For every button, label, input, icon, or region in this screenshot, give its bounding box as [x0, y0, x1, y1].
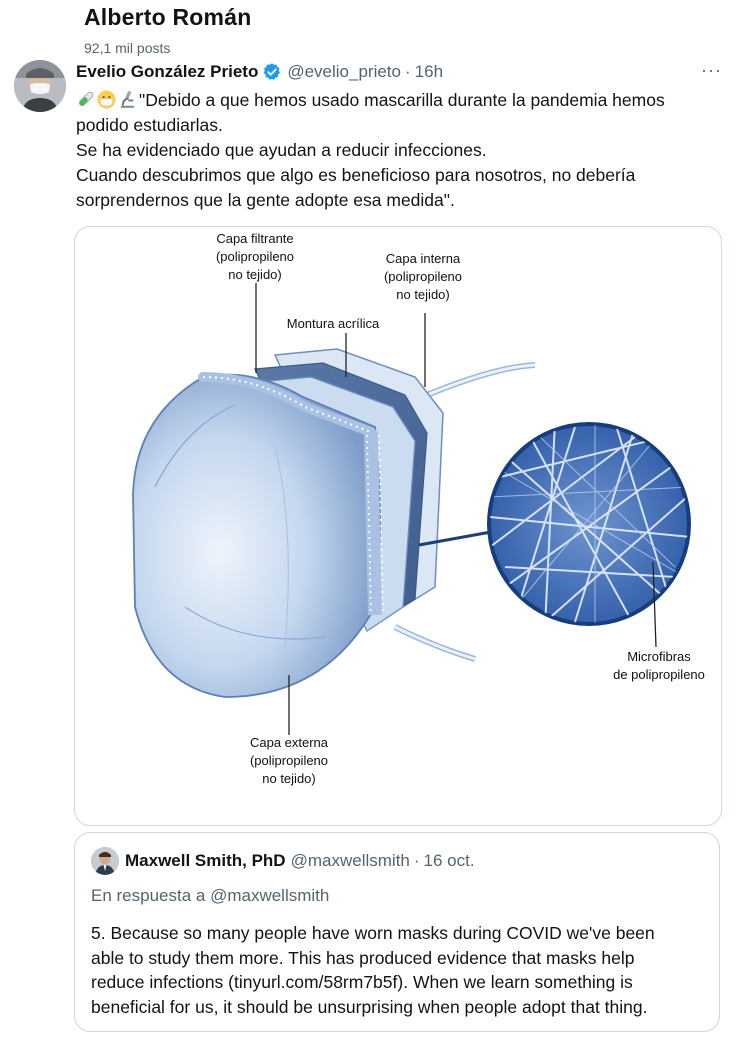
quote-line-2: able to study them more. This has produced evidence that masks help: [91, 947, 635, 968]
tweet-line-2: podido estudiarlas.: [76, 115, 223, 135]
author-name[interactable]: Evelio González Prieto: [76, 62, 259, 81]
more-options-button[interactable]: ···: [701, 60, 722, 80]
tweet-header: [76, 60, 443, 84]
quote-author-handle[interactable]: @maxwellsmith: [290, 851, 410, 870]
avatar-photo: [14, 60, 66, 112]
verified-badge-icon: [262, 62, 282, 82]
label-microfibers-1: Microfibras: [627, 649, 691, 664]
label-outer-layer-3: no tejido): [262, 771, 316, 786]
mask-illustration: [75, 227, 721, 825]
profile-header: [0, 0, 754, 62]
separator: ·: [404, 62, 411, 81]
label-frame: Montura acrílica: [286, 316, 380, 331]
tweet-image[interactable]: [74, 226, 722, 826]
label-inner-layer-2: (polipropileno: [383, 269, 463, 284]
reply-context[interactable]: En respuesta a @maxwellsmith: [91, 886, 330, 905]
quote-avatar-photo: [91, 847, 119, 875]
label-outer-layer-1: Capa externa: [249, 735, 329, 750]
tweet-line-5: sorprendernos que la gente adopte esa medida".: [76, 190, 455, 210]
profile-name: Alberto Román: [84, 4, 252, 30]
avatar[interactable]: [14, 60, 66, 112]
tweet-line-1: "Debido a que hemos usado mascarilla durante la pandemia hemos: [139, 90, 665, 110]
face-with-mask-icon: [97, 90, 116, 109]
tweet-line-3: Se ha evidenciado que ayudan a reducir infecciones.: [76, 140, 487, 160]
test-tube-icon: [76, 90, 95, 109]
quote-line-4: beneficial for us, it should be unsurprising when people adopt that thing.: [91, 996, 648, 1017]
tweet-text: [76, 88, 726, 213]
label-outer-layer-2: (polipropileno: [249, 753, 329, 768]
quoted-tweet[interactable]: [74, 832, 720, 1032]
quote-header: [125, 851, 475, 871]
label-filter-layer-2: (polipropileno: [215, 249, 295, 264]
quote-text: [91, 921, 705, 1019]
label-filter-layer-3: no tejido): [228, 267, 282, 282]
label-inner-layer-1: Capa interna: [385, 251, 461, 266]
quote-date[interactable]: 16 oct.: [423, 851, 475, 870]
label-inner-layer-3: no tejido): [396, 287, 450, 302]
label-microfibers-2: de polipropileno: [613, 667, 705, 682]
quote-line-3: reduce infections (tinyurl.com/58rm7b5f). When we learn something is: [91, 972, 633, 992]
tweet-time[interactable]: 16h: [414, 62, 444, 81]
microscope-icon: [118, 90, 137, 109]
label-filter-layer-1: Capa filtrante: [216, 231, 294, 246]
post-count: 92,1 mil posts: [84, 40, 171, 56]
tweet-line-4: Cuando descubrimos que algo es beneficioso para nosotros, no debería: [76, 165, 636, 185]
quote-author-name[interactable]: Maxwell Smith, PhD: [125, 851, 286, 870]
quote-line-1: 5. Because so many people have worn masks during COVID we've been: [91, 923, 655, 943]
author-handle[interactable]: @evelio_prieto: [287, 62, 401, 81]
quote-separator: ·: [413, 851, 420, 870]
quote-avatar[interactable]: [91, 847, 119, 875]
